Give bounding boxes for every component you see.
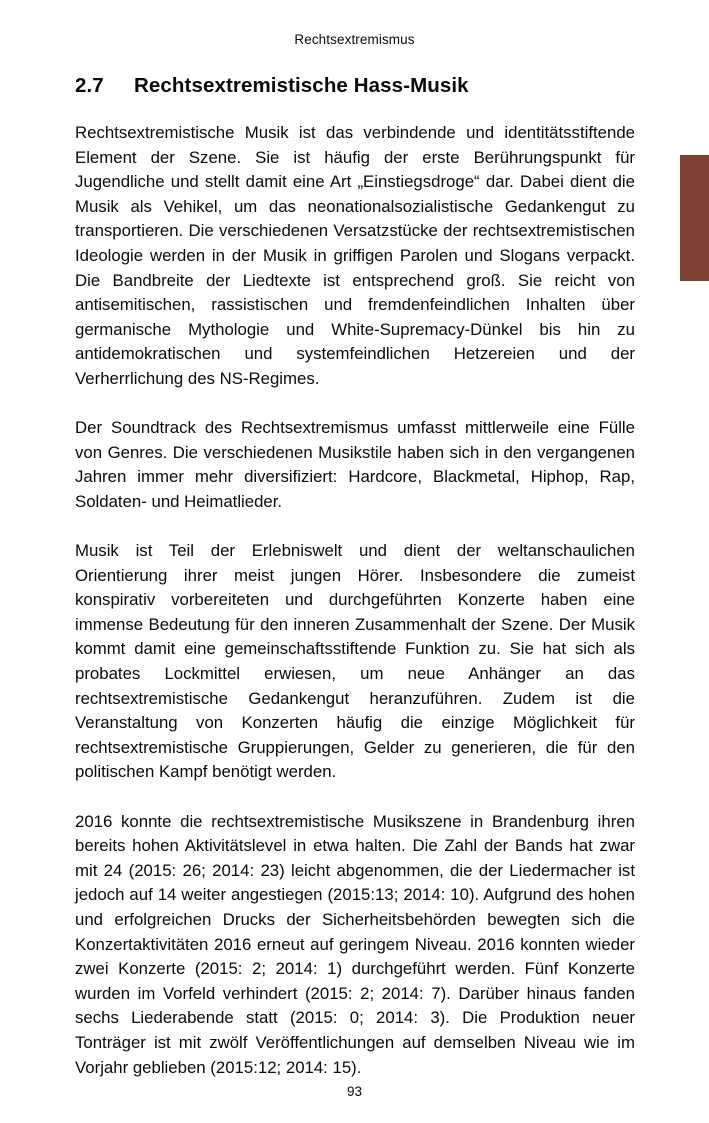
section-number: 2.7 (75, 74, 104, 97)
page-number: 93 (346, 1084, 363, 1099)
body-text (75, 121, 635, 1105)
paragraph: Musik ist Teil der Erlebniswelt und dient der weltanschaulichen Orientierung ihrer meist jungen Hörer. Insbesondere die zumeist konspirativ vorbereiteten und durchgeführten Konzerte haben eine immense Bedeutung für den inneren Zusammenhalt der Szene. Der Musik kommt damit eine gemeinschaftsstiftende Funktion zu. Sie hat sich als probates Lockmittel erwiesen, um neue Anhänger an das rechtsextremistische Gedankengut heranzuführen. Zudem ist die Veranstaltung von Konzerten häufig die einzige Möglichkeit für rechtsextremistische Gruppierungen, Gelder zu generieren, die für den politischen Kampf benötigt werden. (75, 541, 635, 782)
section-title: Rechtsextremistische Hass-Musik (134, 74, 469, 97)
paragraph: Der Soundtrack des Rechtsextremismus umfasst mittlerweile eine Fülle von Genres. Die verschiedenen Musikstile haben sich in den vergangenen Jahren immer mehr diversifiziert: Hardcore, Blackmetal, Hiphop, Rap, Soldaten- und Heimatlieder. (75, 418, 635, 511)
section-heading (75, 74, 635, 98)
running-header: Rechtsextremismus (294, 32, 415, 47)
paragraph: 2016 konnte die rechtsextremistische Musikszene in Brandenburg ihren bereits hohen Aktivitätslevel in etwa halten. Die Zahl der Bands hat zwar mit 24 (2015: 26; 2014: 23) leicht abgenommen, die der Liedermacher ist jedoch auf 14 weiter angestiegen (2015:13; 2014: 10). Aufgrund des hohen und erfolgreichen Drucks der Sicherheitsbehörden bewegten sich die Konzertaktivitäten 2016 erneut auf geringem Niveau. 2016 konnten wieder zwei Konzerte (2015: 2; 2014: 1) durchgeführt werden. Fünf Konzerte wurden im Vorfeld verhindert (2015: 2; 2014: 7). Darüber hinaus fanden sechs Liederabende statt (2015: 0; 2014: 3). Die Produktion neuer Tonträger ist mit zwölf Veröffentlichungen auf demselben Niveau wie im Vorjahr geblieben (2015:12; 2014: 15). (75, 811, 635, 1077)
chapter-tab-marker (680, 155, 709, 281)
paragraph: Rechtsextremistische Musik ist das verbindende und identitätsstiftende Element der Szene. Sie ist häufig der erste Berührungspunkt für Jugendliche und stellt damit eine Art „Einstiegsdroge“ dar. Dabei dient die Musik als Vehikel, um das neonationalsozialistische Gedankengut zu transportieren. Die verschiedenen Versatzstücke der rechtsextremistischen Ideologie werden in der Musik in griffigen Parolen und Slogans verpackt. Die Bandbreite der Liedtexte ist entsprechend groß. Sie reicht von antisemitischen, rassistischen und fremdenfeindlichen Inhalten über germanische Mythologie und White-Supremacy-Dünkel bis hin zu antidemokratischen und systemfeindlichen Hetzereien und der Verherrlichung des NS-Regimes. (75, 123, 635, 388)
